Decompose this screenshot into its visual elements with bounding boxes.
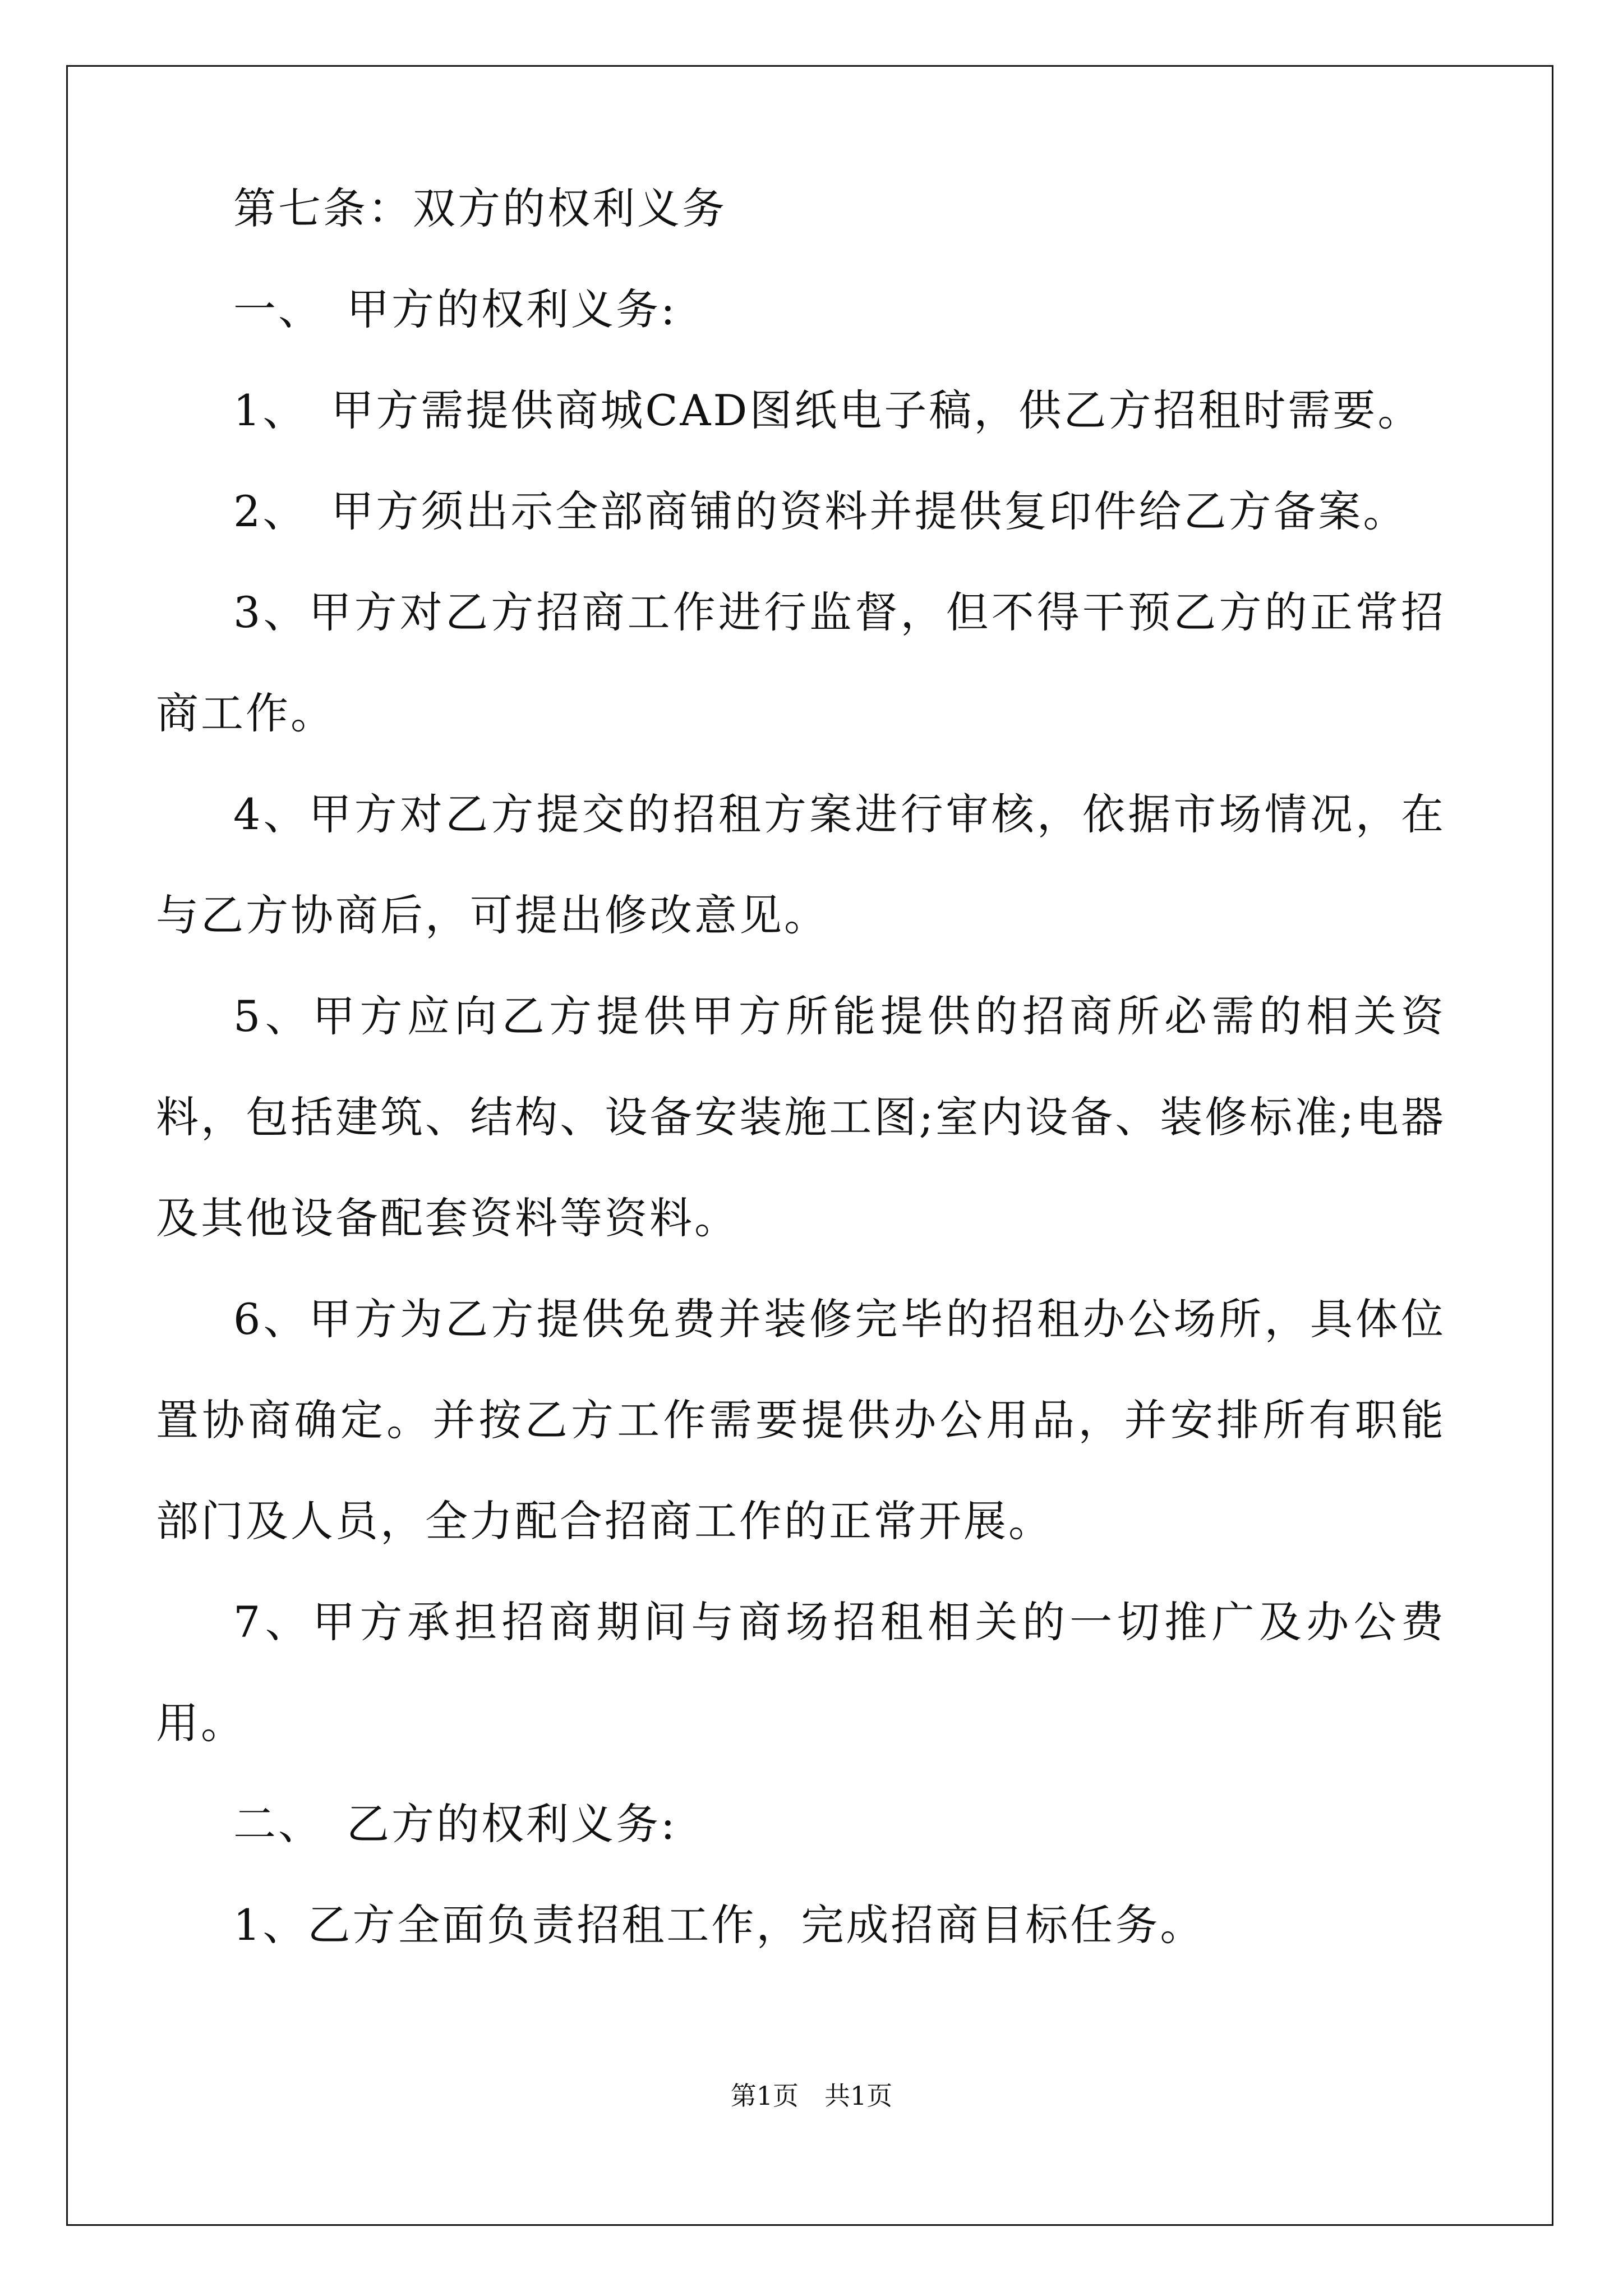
- clause-a2: 2、 甲方须出示全部商铺的资料并提供复印件给乙方备案。: [233, 486, 1408, 536]
- clause-a1: 1、 甲方需提供商城CAD图纸电子稿，供乙方招租时需要。: [233, 385, 1423, 435]
- clause-a4: 4、甲方对乙方提交的招租方案进行审核，依据市场情况，在与乙方协商后，可提出修改意见。: [156, 789, 1446, 940]
- document-body: [156, 158, 1446, 1976]
- section-heading-party-b: 二、 乙方的权利义务:: [233, 1799, 677, 1849]
- clause-a7: 7、甲方承担招商期间与商场招租相关的一切推广及办公费用。: [156, 1597, 1446, 1748]
- clause-a5: 5、甲方应向乙方提供甲方所能提供的招商所必需的相关资料，包括建筑、结构、设备安装施工图;室内设备、装修标准;电器及其他设备配套资料等资料。: [156, 991, 1446, 1243]
- clause-a6: 6、甲方为乙方提供免费并装修完毕的招租办公场所，具体位置协商确定。并按乙方工作需要提供办公用品，并安排所有职能部门及人员，全力配合招商工作的正常开展。: [156, 1294, 1446, 1546]
- section-heading-party-a: 一、 甲方的权利义务:: [233, 284, 677, 334]
- page-number-footer: 第1页 共1页: [730, 2081, 893, 2111]
- article-heading: 第七条：双方的权利义务: [233, 183, 727, 233]
- clause-b1: 1、乙方全面负责招租工作，完成招商目标任务。: [233, 1900, 1205, 1950]
- clause-a3: 3、甲方对乙方招商工作进行监督，但不得干预乙方的正常招商工作。: [156, 587, 1446, 738]
